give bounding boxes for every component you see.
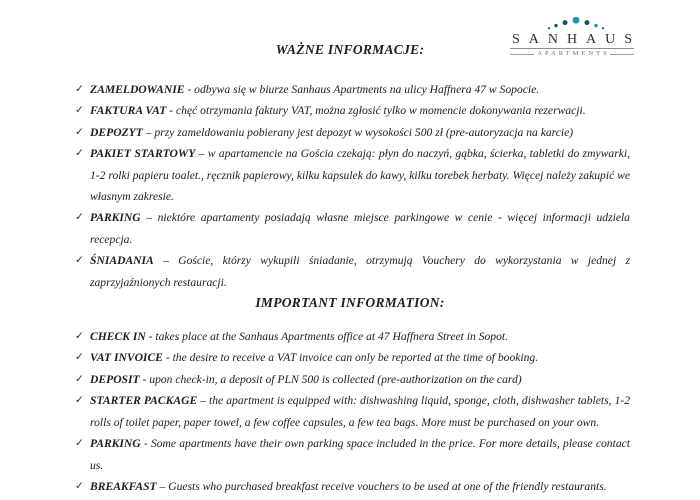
check-icon: ✓	[75, 438, 84, 450]
list-item	[75, 326, 630, 347]
item-term: CHECK IN	[90, 330, 146, 344]
check-icon: ✓	[75, 105, 84, 117]
item-text: – niektóre apartamenty posiadają własne miejsce parkingowe w cenie - więcej informacji udziela recepcja.	[90, 211, 630, 246]
item-text: - the desire to receive a VAT invoice can only be reported at the time of booking.	[165, 351, 539, 365]
check-icon: ✓	[75, 331, 84, 343]
item-text: - odbywa się w biurze Sanhaus Apartments na ulicy Haffnera 47 w Sopocie.	[187, 83, 540, 96]
list-item	[75, 122, 630, 143]
item-text: - Some apartments have their own parking space included in the price. For more details, please contact us.	[90, 437, 630, 472]
check-icon: ✓	[75, 126, 84, 138]
check-icon: ✓	[75, 395, 84, 407]
logo-subtitle: APARTMENTS	[537, 50, 610, 57]
item-term: FAKTURA VAT	[90, 104, 167, 118]
item-text: - chęć otrzymania faktury VAT, można zgłosić tylko w momencie dokonywania rezerwacji.	[169, 104, 586, 118]
item-text: - takes place at the Sanhaus Apartments office at 47 Haffnera Street in Sopot.	[148, 330, 508, 344]
item-text: – w apartamencie na Gościa czekają: płyn do naczyń, gąbka, ścierka, tabletki do zmywarki, 1-2 rolki papieru toalet., ręcznik papierowy, kilku kapsulek do kawy, kilku torebek herbaty. Więcej należy zakupić we własnym zakresie.	[90, 147, 630, 204]
item-term: BREAKFAST	[90, 479, 157, 493]
item-term: PARKING	[90, 211, 141, 225]
list-item	[75, 100, 630, 121]
logo-subtitle-right-rule	[610, 54, 634, 55]
logo-subtitle-left-rule	[510, 54, 534, 55]
list-item	[75, 390, 630, 433]
item-term: PAKIET STARTOWY	[90, 147, 196, 161]
item-text: – przy zameldowaniu pobierany jest depozyt w wysokości 500 zł (pre-autoryzacja na karcie)	[145, 125, 574, 139]
list-item	[75, 476, 630, 497]
check-icon: ✓	[75, 373, 84, 385]
item-text: - upon check-in, a deposit of PLN 500 is collected (pre-authorization on the card)	[142, 372, 522, 386]
item-term: DEPOZYT	[90, 125, 143, 139]
list-item	[75, 250, 630, 293]
logo-divider	[510, 48, 634, 49]
list-item	[75, 207, 630, 250]
item-term: ZAMELDOWANIE	[90, 83, 185, 96]
sanhaus-logo	[510, 15, 642, 58]
check-icon: ✓	[75, 148, 84, 160]
item-term: VAT INVOICE	[90, 351, 163, 365]
item-term: DEPOSIT	[90, 372, 140, 386]
logo-name: SANHAUS	[511, 32, 642, 47]
item-term: PARKING	[90, 437, 141, 451]
polish-section-heading: WAŻNE INFORMACJE:	[275, 42, 425, 57]
check-icon: ✓	[75, 480, 84, 492]
list-item	[75, 433, 630, 476]
english-info-list	[75, 326, 630, 497]
check-icon: ✓	[75, 84, 84, 95]
item-text: – Guests who purchased breakfast receive vouchers to be used at one of the friendly restaurants.	[159, 479, 607, 493]
check-icon: ✓	[75, 212, 84, 224]
polish-info-list	[75, 79, 630, 293]
item-text: – Goście, którzy wykupili śniadanie, otrzymują Vouchery do wykorzystania w jednej z zaprzyjaźnionych restauracji.	[90, 254, 630, 289]
logo-subtitle-row	[510, 50, 634, 58]
list-item	[75, 347, 630, 368]
list-item	[75, 369, 630, 390]
list-item	[75, 79, 630, 100]
english-section-heading: IMPORTANT INFORMATION:	[255, 295, 445, 311]
item-term: ŚNIADANIA	[90, 254, 154, 268]
check-icon: ✓	[75, 255, 84, 267]
item-text: – the apartment is equipped with: dishwashing liquid, sponge, cloth, dishwasher tablets, 1-2 rolls of toilet paper, paper towel, a few coffee capsules, a few tea bags. More must be purchased on your own.	[90, 394, 631, 429]
logo-dots-arc-icon	[510, 15, 634, 32]
check-icon: ✓	[75, 352, 84, 364]
item-term: STARTER PACKAGE	[90, 394, 198, 408]
list-item	[75, 143, 630, 207]
